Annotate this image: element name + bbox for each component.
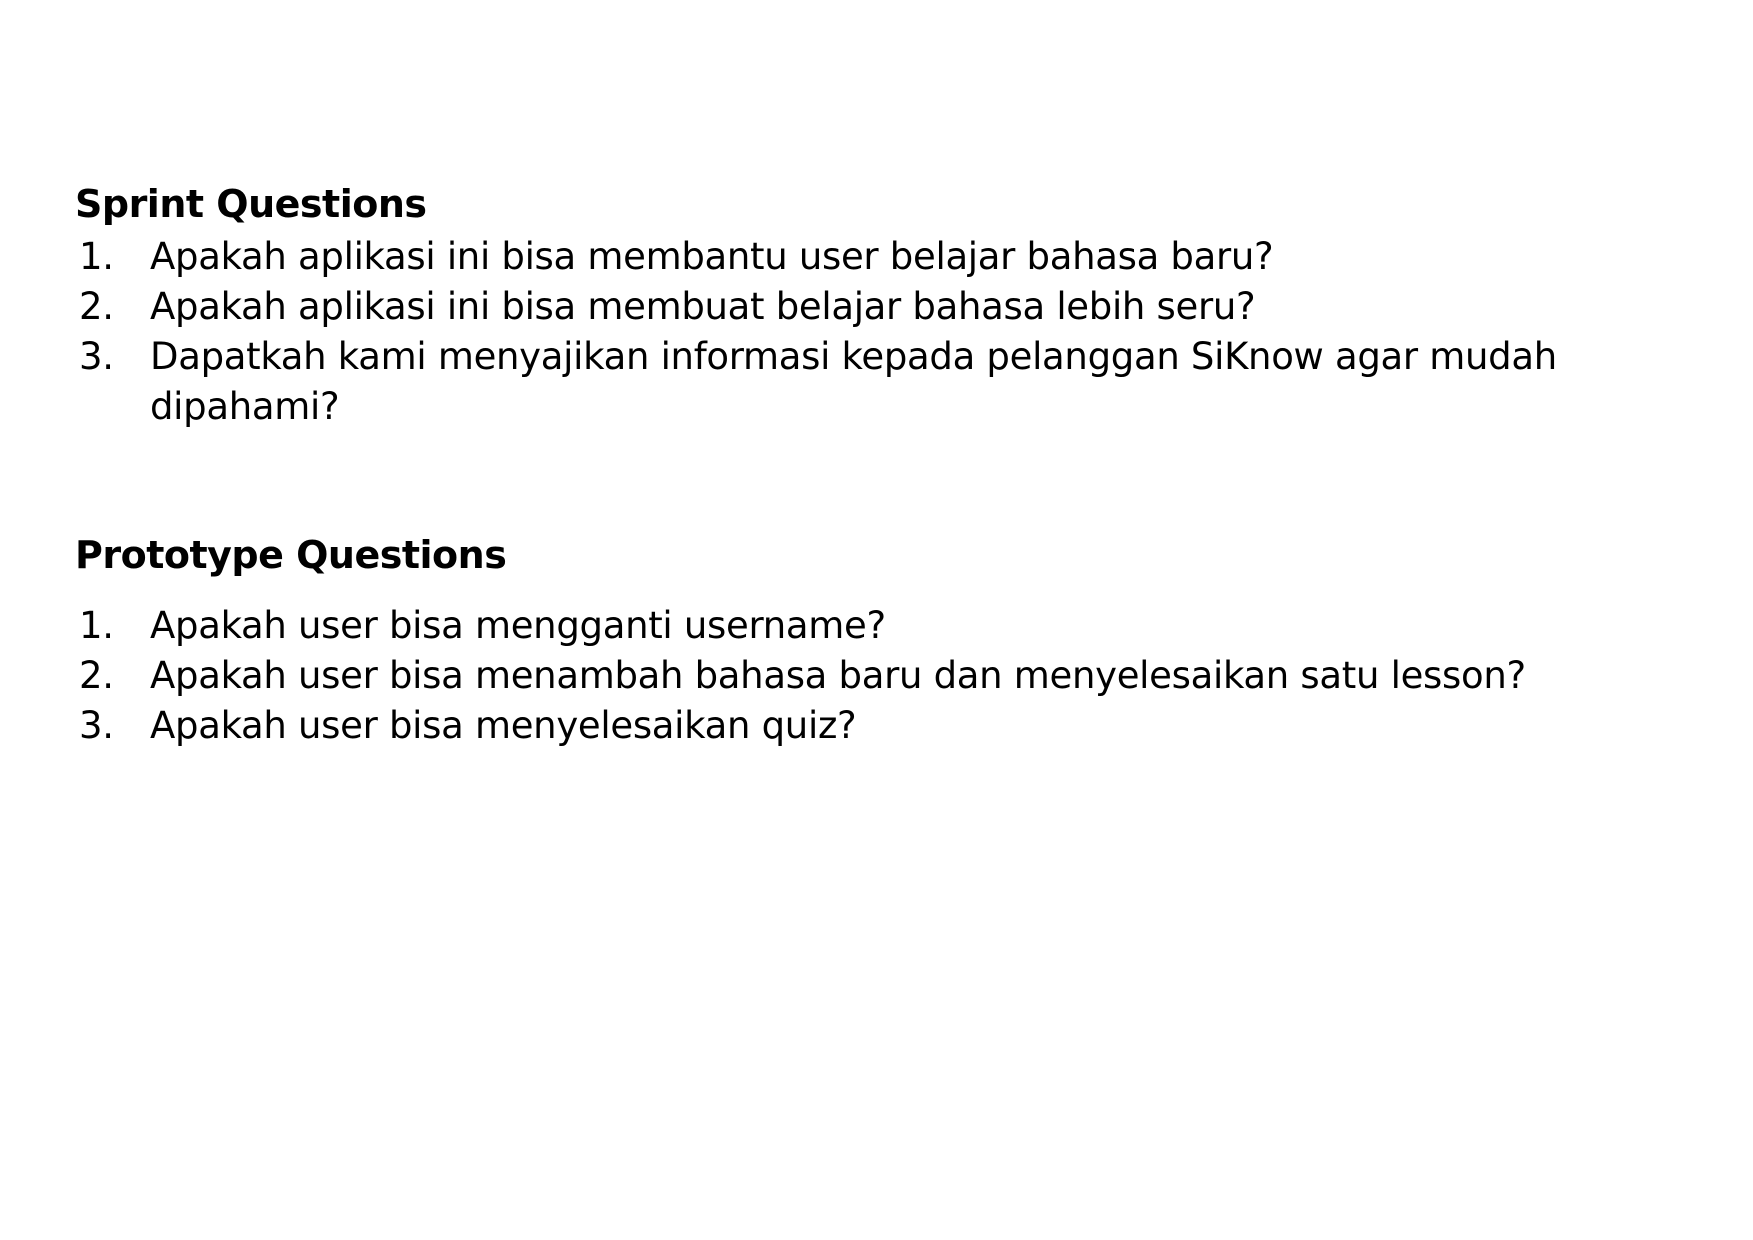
- sprint-questions-list: [75, 232, 1675, 432]
- prototype-questions-list: [75, 601, 1675, 751]
- sprint-questions-section: [75, 176, 1675, 432]
- prototype-questions-heading: Prototype Questions: [75, 533, 507, 577]
- question-text: Apakah user bisa menambah bahasa baru dan menyelesaikan satu lesson?: [150, 654, 1526, 697]
- list-item: [75, 232, 1675, 282]
- question-text: Apakah aplikasi ini bisa membuat belajar bahasa lebih seru?: [150, 285, 1256, 328]
- question-text: Dapatkah kami menyajikan informasi kepada pelanggan SiKnow agar mudah dipahami?: [150, 335, 1557, 428]
- list-number: 2.: [79, 285, 114, 328]
- question-text: Apakah user bisa menyelesaikan quiz?: [150, 704, 857, 747]
- list-number: 1.: [79, 235, 114, 278]
- list-number: 3.: [79, 335, 114, 378]
- list-item: [75, 282, 1675, 332]
- list-item: [75, 701, 1675, 751]
- list-item: [75, 651, 1675, 701]
- sprint-questions-heading: Sprint Questions: [75, 182, 427, 226]
- list-number: 2.: [79, 654, 114, 697]
- list-item: [75, 601, 1675, 651]
- question-text: Apakah user bisa mengganti username?: [150, 604, 886, 647]
- list-item: [75, 332, 1675, 432]
- question-text: Apakah aplikasi ini bisa membantu user belajar bahasa baru?: [150, 235, 1274, 278]
- list-number: 1.: [79, 604, 114, 647]
- prototype-questions-section: [75, 527, 1675, 751]
- list-number: 3.: [79, 704, 114, 747]
